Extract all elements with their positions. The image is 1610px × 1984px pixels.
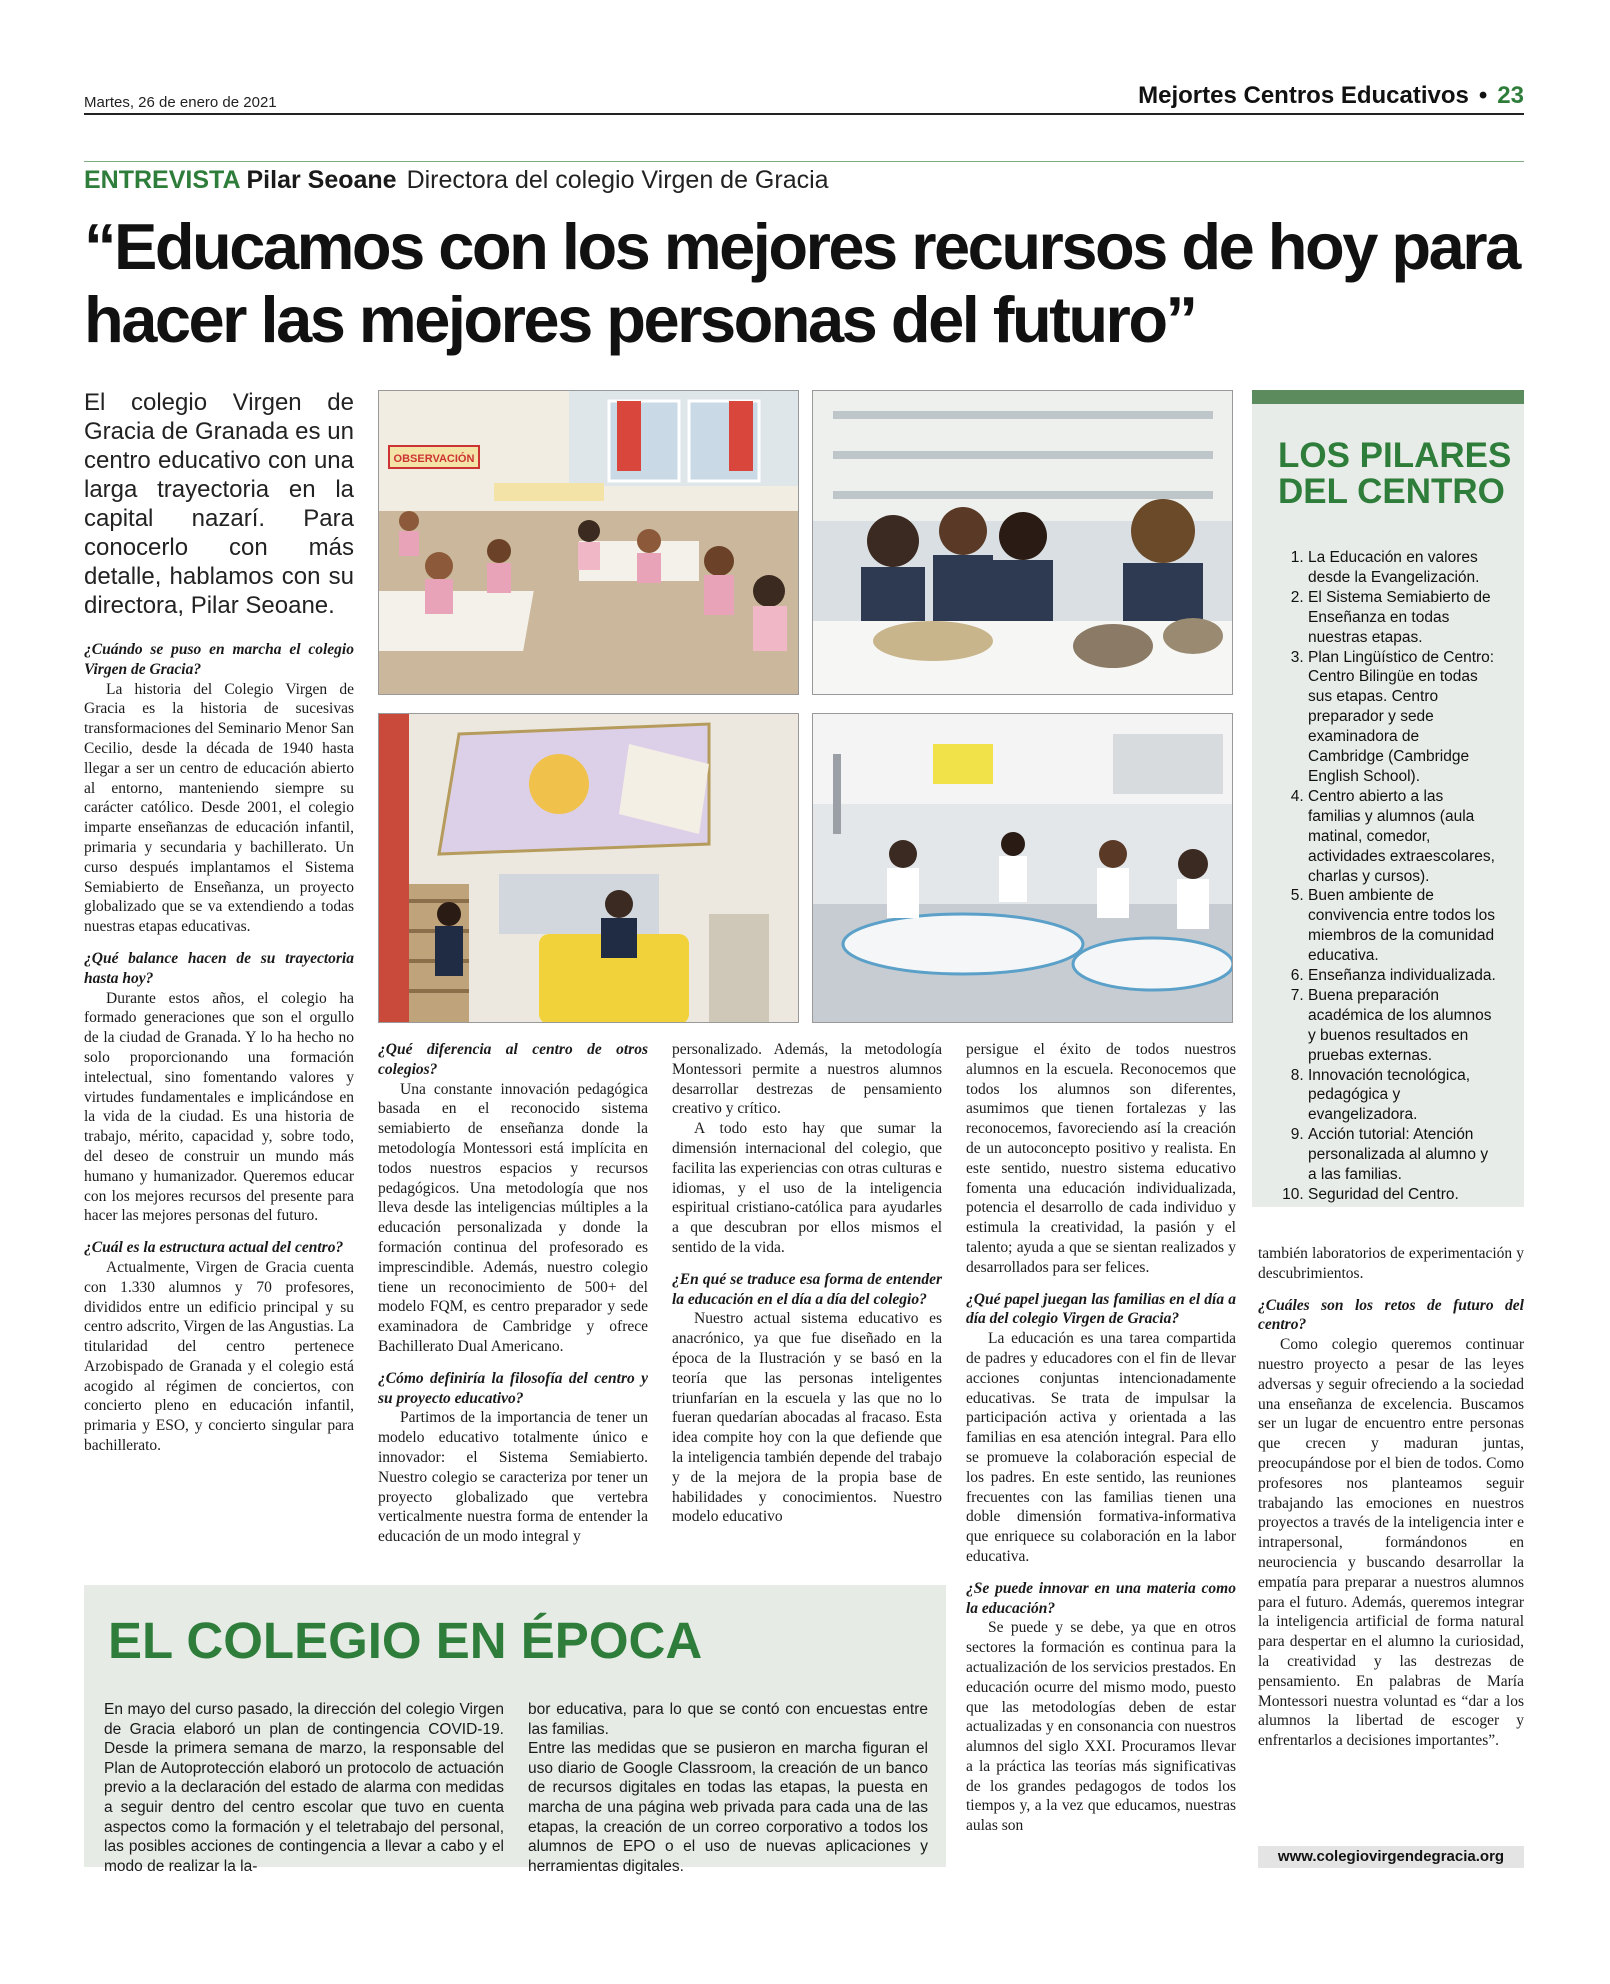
answer-2: Durante estos años, el colegio ha formado generaciones que son el orgullo de la ciudad de Granada. Y lo ha hecho no solo proporcionando una formación intelectual, sino fomentando valores y virtudes fundamentales e implicándose en la vida de la ciudad. Es una historia de trabajo, mérito, capacidad y, sobre todo, del deseo de construir un mundo más humano y humanizador. Queremos educar con los mejores recursos del presente para hacer las mejores personas del futuro. — [84, 989, 354, 1225]
photo-classroom-image — [379, 391, 799, 695]
article-column-2 — [378, 1040, 648, 1547]
pillars-title: LOS PILARES DEL CENTRO — [1278, 436, 1512, 511]
classroom-sign: OBSERVACIÓN — [393, 453, 475, 465]
header-date: Martes, 26 de enero de 2021 — [84, 94, 277, 111]
photo-students-lab — [812, 390, 1233, 695]
photo-laboratory — [812, 713, 1233, 1023]
epoca-column-2 — [528, 1700, 928, 1876]
pillars-sidebar — [1252, 390, 1524, 1207]
answer-6-continued: persigue el éxito de todos nuestros alumnos en la escuela. Reconocemos que todos los alumnos son diferentes, asumimos que tienen fortalezas y las reconocemos, favoreciendo así la creación de un autoconcepto positivo y realista. En este sentido, nuestro sistema educativo fomenta una educación individualizada, potencia el desarrollo de cada individuo y estimula la creatividad, la pasión y el talento; ayuda a que se sientan realizados y desarrollados para ser felices. — [966, 1041, 1236, 1276]
answer-4: Una constante innovación pedagógica basada en el reconocido sistema semiabierto de enseñanza donde la metodología Montessori está implícita en todos nuestros espacios y recursos pedagógicos. Una metodología que nos lleva desde las inteligencias múltiples a la educación personalizada y donde la formación continua del profesorado es imprescindible. Además, nuestro colegio tiene un reconocimiento de 500+ del modelo FQM, es centro preparador y sede examinadora de Cambridge y ofrece Bachillerato Dual Americano. — [378, 1080, 648, 1355]
pillar-item: 2. El Sistema Semiabierto de Enseñanza en todas nuestras etapas. — [1308, 588, 1498, 648]
question-3: ¿Cuál es la estructura actual del centro? — [84, 1239, 344, 1257]
pillar-item: 4. Centro abierto a las familias y alumnos (aula matinal, comedor, actividades extraescolares, charlas y cursos). — [1308, 787, 1498, 887]
question-2: ¿Qué balance hacen de su trayectoria hasta hoy? — [84, 949, 354, 987]
epoca-title: EL COLEGIO EN ÉPOCA — [108, 1612, 703, 1669]
article-column-3 — [672, 1040, 942, 1527]
answer-3: Actualmente, Virgen de Gracia cuenta con 1.330 alumnos y 70 profesores, divididos entre un edificio principal y su centro adscrito, Virgen de las Angustias. La titularidad del centro pertenece Arzobispado de Granada y el colegio está acogido al régimen de conciertos, con concierto pleno en educación infantil, primaria y ESO, y concierto singular para bachillerato. — [84, 1258, 354, 1455]
photo-classroom — [378, 390, 799, 695]
section-name: Mejortes Centros Educativos — [1138, 82, 1469, 109]
article-column-5 — [1258, 1244, 1524, 1751]
answer-9: Como colegio queremos continuar nuestro proyecto a pesar de las leyes adversas y seguir ofreciendo a la sociedad una enseñanza de excelencia. Buscamos ser un lugar de encuentro entre personas que crecen y maduran juntas, preocupándose por el bien de todos. Como profesores nos planteamos seguir trabajando las emociones en nuestros proyectos a través de la inteligencia inter e intrapersonal, formándonos en neurociencia y buscando desarrollar la empatía para preparar a nuestros alumnos para el futuro. Además, queremos integrar la inteligencia artificial de forma natural para despertar en el alumno la curiosidad, la creatividad y las destrezas de pensamiento. En palabras de María Montessori nuestra voluntad es “dar a los alumnos la libertad de escoger y enfrentarlos a decisiones importantes”. — [1258, 1336, 1524, 1750]
photo-students-lab-image — [813, 391, 1233, 695]
pillar-item: 7. Buena preparación académica de los alumnos y buenos resultados en pruebas externas. — [1308, 986, 1498, 1066]
kicker-name: Pilar Seoane — [246, 166, 397, 194]
question-8: ¿Se puede innovar en una materia como la educación? — [966, 1579, 1236, 1617]
epoca-paragraph-2: bor educativa, para lo que se contó con encuestas entre las familias. — [528, 1701, 928, 1738]
epoca-paragraph-3: Entre las medidas que se pusieron en marcha figuran el uso diario de Google Classroom, la creación de un banco de recursos digitales en todas las etapas, la puesta en marcha de una página web privada para cada una de las etapas, la creación de un correo corporativo a todos los alumnos de EPO o el uso de nuevas aplicaciones y herramientas digitales. — [528, 1740, 928, 1875]
photo-library — [378, 713, 799, 1023]
kicker-rule — [84, 161, 1524, 162]
pillar-item: 9. Acción tutorial: Atención personalizada al alumno y a las familias. — [1308, 1125, 1498, 1185]
article-column-4 — [966, 1040, 1236, 1836]
article-column-1 — [84, 640, 354, 1456]
lead-paragraph: El colegio Virgen de Gracia de Granada es un centro educativo con una larga trayectoria en la capital nazarí. Para conocerlo con más detalle, hablamos con su directora, Pilar Seoane. — [84, 389, 354, 619]
pillar-item: 10. Seguridad del Centro. — [1308, 1185, 1498, 1205]
answer-7: La educación es una tarea compartida de padres y educadores con el fin de llevar acciones conjuntas intencionadamente educativas. Se trata de impulsar la participación activa y orientada a las familias en esa atención integral. Para ello se promueve la colaboración especial de los padres. En este sentido, las reuniones frecuentes con las familias tienen una doble dimensión formativa-informativa que enriquece su colaboración en la labor educativa. — [966, 1330, 1236, 1565]
pillars-list — [1286, 548, 1498, 1205]
pillar-item: 8. Innovación tecnológica, pedagógica y evangelizadora. — [1308, 1066, 1498, 1126]
answer-5-paragraph-2: A todo esto hay que sumar la dimensión internacional del colegio, que facilita las experiencias con otras culturas e idiomas, y el uso de la inteligencia espiritual cristiano-católica para ayudarles a que descubran por ellos mismos el sentido de la vida. — [672, 1120, 942, 1256]
headline: “Educamos con los mejores recursos de hoy para hacer las mejores personas del futuro” — [84, 210, 1519, 356]
question-7: ¿Qué papel juegan las familias en el día a día del colegio Virgen de Gracia? — [966, 1290, 1236, 1328]
answer-5-continued: personalizado. Además, la metodología Montessori permite a nuestros alumnos desarrollar destrezas de pensamiento creativo y crítico. — [672, 1041, 942, 1118]
separator-dot: • — [1478, 82, 1488, 109]
question-6: ¿En qué se traduce esa forma de entender la educación en el día a día del colegio? — [672, 1270, 942, 1308]
kicker-role: Directora del colegio Virgen de Gracia — [406, 166, 829, 194]
pillar-item: 1. La Educación en valores desde la Evangelización. — [1308, 548, 1498, 588]
epoca-paragraph-1: En mayo del curso pasado, la dirección del colegio Virgen de Gracia elaboró un plan de contingencia COVID-19. Desde la primera semana de marzo, la responsable del Plan de Autoprotección elaboró un protocolo de actuación previo a la declaración del estado de alarma con medidas a seguir dentro del centro escolar que tuvo en cuenta aspectos como la formación y el teletrabajo del personal, las posibles acciones de contingencia a llevar a cabo y el modo de realizar la la- — [104, 1701, 504, 1875]
page-number: 23 — [1497, 82, 1524, 109]
answer-8: Se puede y se debe, ya que en otros sectores la formación es continua para la actualización de los servicios prestados. En educación ocurre del mismo modo, puesto que las metodologías deben de estar actualizadas y en consonancia con nuestros alumnos del siglo XXI. Procuramos llevar a la práctica las teorías más significativas de los grandes pedagogos de todos los tiempos y, a la vez que educamos, nuestras aulas son — [966, 1619, 1236, 1835]
kicker — [84, 166, 829, 195]
pillar-item: 6. Enseñanza individualizada. — [1308, 966, 1498, 986]
kicker-label: ENTREVISTA — [84, 166, 241, 194]
question-1: ¿Cuándo se puso en marcha el colegio Virgen de Gracia? — [84, 641, 354, 678]
pillar-item: 3. Plan Lingüístico de Centro: Centro Bilingüe en todas sus etapas. Centro preparador y sede examinadora de Cambridge (Cambridge English School). — [1308, 648, 1498, 787]
epoca-box — [84, 1585, 946, 1875]
answer-8-continued: también laboratorios de experimentación y descubrimientos. — [1258, 1245, 1524, 1282]
answer-1: La historia del Colegio Virgen de Gracia es la historia de sucesivas transformaciones del Seminario Menor San Cecilio, desde la década de 1940 hasta llegar a ser un centro de educación abierto al entorno, manteniendo siempre su carácter católico. Desde 2001, el colegio imparte enseñanzas de educación infantil, primaria y secundaria y bachillerato. Un curso después implantamos el Sistema Semiabierto de Enseñanza, un proyecto globalizado que se va extendiendo a todas nuestras etapas educativas. — [84, 680, 354, 936]
question-5: ¿Cómo definiría la filosofía del centro y su proyecto educativo? — [378, 1369, 648, 1407]
header-rule — [84, 113, 1524, 115]
pillar-item: 5. Buen ambiente de convivencia entre todos los miembros de la comunidad educativa. — [1308, 886, 1498, 966]
question-9: ¿Cuáles son los retos de futuro del centro? — [1258, 1296, 1524, 1334]
answer-5: Partimos de la importancia de tener un modelo educativo totalmente único e innovador: el Sistema Semiabierto. Nuestro colegio se caracteriza por tener un proyecto globalizado que vertebra verticalmente nuestra forma de entender la educación de un modo integral y — [378, 1409, 648, 1546]
header-section — [1138, 82, 1524, 110]
photo-library-image — [379, 714, 799, 1023]
question-4: ¿Qué diferencia al centro de otros colegios? — [378, 1041, 648, 1078]
website-link[interactable]: www.colegiovirgendegracia.org — [1258, 1846, 1524, 1868]
photo-laboratory-image — [813, 714, 1233, 1023]
answer-6: Nuestro actual sistema educativo es anacrónico, ya que fue diseñado en la época de la Ilustración y se basó en la teoría que las personas inteligentes triunfarían en la escuela y las que no lo fueran quedarían abocadas al fracaso. Esta idea compite hoy con la que defiende que la inteligencia también depende del trabajo y de la mejora de la propia base de habilidades y conocimientos. Nuestro modelo educativo — [672, 1310, 942, 1526]
